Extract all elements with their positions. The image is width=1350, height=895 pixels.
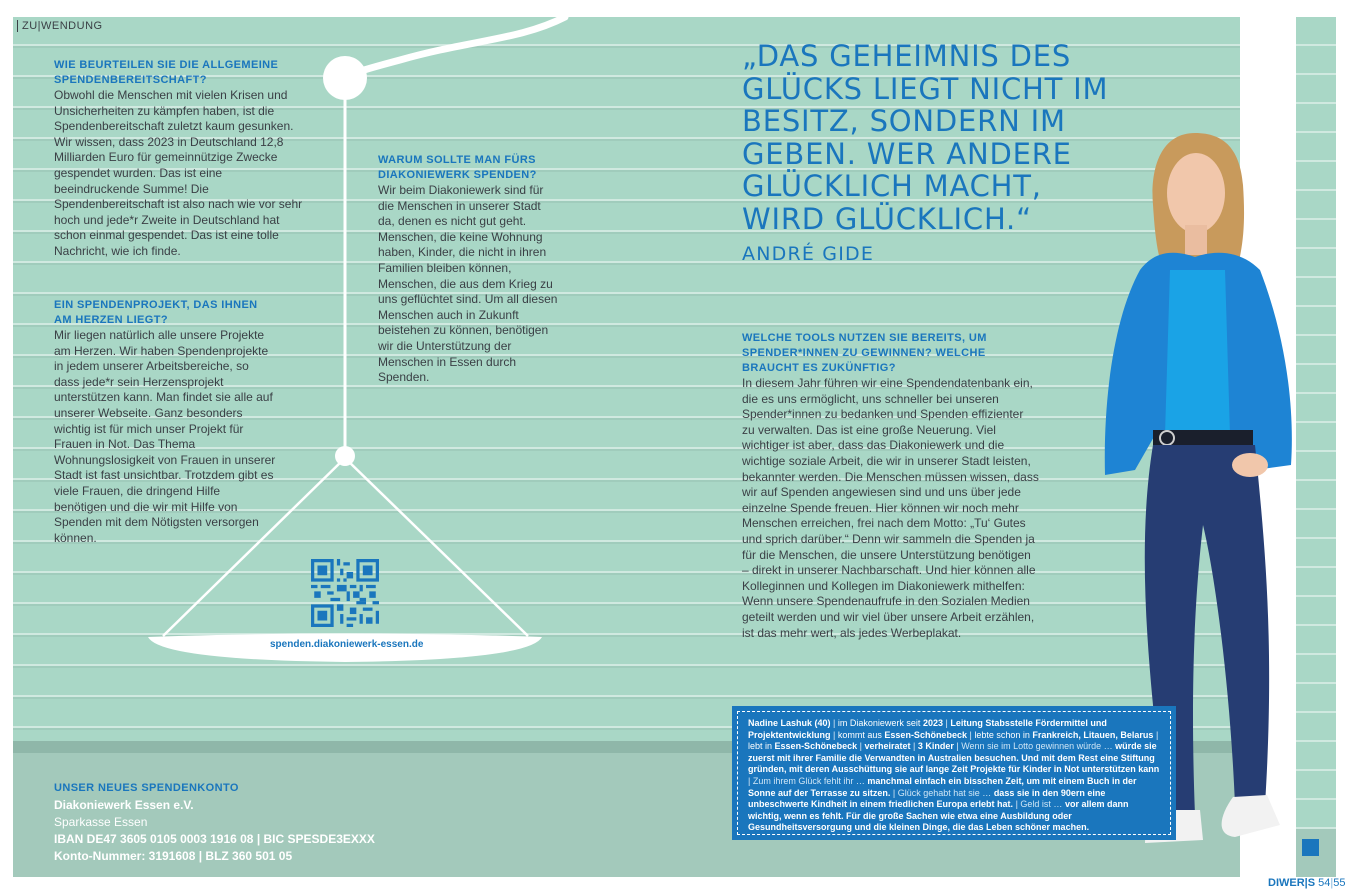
profile-lotto-question: Wenn sie im Lotto gewinnen würde … <box>961 741 1113 752</box>
question-4-answer: In diesem Jahr führen wir eine Spendendatenbank ein, die es uns ermöglicht, uns schneller bei unseren Spender*innen zu bedanken und Spenden effizienter zu verwalten. Das ist eine große Neuerung. Viel wichtiger ist aber, dass das Diakoniewerk und die wichtige soziale Arbeit, die wir in unserer Stadt leisten, bekannter werden. Die Menschen müssen wissen, dass wir auf Spenden angewiesen sind und uns über jede einzelne Spende freuen. Hier können wir noch mehr Menschen erreichen, frei nach dem Motto: „Tu‘ Gutes und sprich darüber.“ Denn wir sammeln die Spenden ja für die Menschen, die unsere Unterstützung benötigen – direkt in unserer Nachbarschaft. Und hier können alle Kolleginnen und Kollegen im Diakoniewerk mithelfen: Wenn unsere Spendenaufrufe in den Sozialen Medien geteilt werden und wir viel über unsere Arbeit erzählen, ist das mehr wert, als jedes Werbeplakat. <box>742 376 1039 640</box>
profile-from-label: kommt aus <box>837 729 882 740</box>
profile-luck-question: Glück gehabt hat sie … <box>897 787 992 798</box>
belt <box>1153 430 1253 446</box>
section-tag: ZU|WENDUNG <box>17 20 103 32</box>
top <box>1165 270 1230 435</box>
profile-box <box>732 706 1176 840</box>
question-1-heading: WIE BEURTEILEN SIE DIE ALLGEMEINE SPENDENBEREITSCHAFT? <box>54 59 279 86</box>
quote-author: ANDRÉ GIDE <box>742 243 875 265</box>
account-heading: UNSER NEUES SPENDENKONTO <box>54 782 239 794</box>
profile-money-answer: vor allem dann wichtig, wenn es fehlt. Für die große Sachen wie etwa eine Ausbildung oder Gesundheitsversorgung und die kleinen Dinge, die das Leben schöner machen. <box>748 799 1129 833</box>
account-iban: IBAN DE47 3605 0105 0003 1916 08 | BIC SPESDE3EXXX <box>54 832 375 846</box>
profile-role: Leitung Stabsstelle Fördermittel und Projektentwicklung <box>748 718 1107 740</box>
profile-lotto-answer: würde sie zuerst mit ihrer Familie die Verwandten in Australien besuchen. Und mit dem Rest eine Stiftung gründen, mit deren Ausschüttung sie auf lange Zeit Projekte für Kinder in Not unterstützen kann <box>748 741 1160 775</box>
magazine-brand: DIWER|S <box>1268 877 1316 889</box>
profile-kids: 3 Kinder <box>917 741 954 752</box>
profile-lived-label: lebte schon in <box>974 729 1030 740</box>
profile-lives: Essen-Schönebeck <box>774 741 858 752</box>
account-bank: Sparkasse Essen <box>54 815 148 829</box>
page-marker <box>1302 839 1319 856</box>
question-3-answer: Wir beim Diakoniewerk sind für die Menschen in unserer Stadt da, denen es nicht gut geht. Menschen, die keine Wohnung haben, Kinder, die nicht in ihren Familien bleiben können, Menschen, die aus dem Krieg zu uns geflüchtet sind. Um all diesen Menschen auch in Zukunft beistehen zu können, benötigen wir die Unterstützung der Menschen in Essen durch Spenden. <box>378 183 558 385</box>
lamp-joint <box>335 446 355 466</box>
profile-luck-answer: dass sie in den 90ern eine unbeschwerte Kindheit in einem friedlichen Europa erlebt hat. <box>748 787 1106 810</box>
profile-text: Nadine Lashuk (40) | im Diakoniewerk seit 2023 | Leitung Stabsstelle Fördermittel und Projektentwicklung | kommt aus Essen-Schönebeck | lebte schon in Frankreich, Litauen, Belarus | lebt in Essen-Schönebeck | verheiratet | 3 Kinder | Wenn sie im Lotto gewinnen würde … würde sie zuerst mit ihrer Familie die Verwandten in Australien besuchen. Und mit dem Rest eine Stiftung gründen, mit deren Ausschüttung sie auf lange Zeit Projekte für Kinder in Not unterstützen kann | Zum ihrem Glück fehlt ihr … manchmal einfach ein bisschen Zeit, um mit einem Buch in der Sonne auf der Terrasse zu sitzen. | Glück gehabt hat sie … dass sie in den 90ern eine unbeschwerte Kindheit in einem friedlichen Europa erlebt hat. | Geld ist … vor allem dann wichtig, wenn es fehlt. Für die große Sachen wie etwa eine Ausbildung oder Gesundheitsversorgung und die kleinen Dinge, die das Leben schöner machen. <box>748 718 1160 833</box>
profile-status: verheiratet <box>864 741 911 752</box>
donation-url[interactable]: spenden.diakoniewerk-essen.de <box>270 639 424 650</box>
profile-lives-label: lebt in <box>748 741 773 752</box>
question-4 <box>742 331 1039 641</box>
donation-account <box>54 780 375 865</box>
profile-happy-question: Zum ihrem Glück fehlt ihr … <box>752 775 865 786</box>
neck <box>1185 225 1207 255</box>
shoe-right <box>1222 795 1280 837</box>
profile-name: Nadine Lashuk (40) <box>748 718 831 728</box>
profile-from: Essen-Schönebeck <box>884 729 967 740</box>
account-holder: Diakoniewerk Essen e.V. <box>54 798 194 812</box>
question-2 <box>54 298 276 546</box>
question-3 <box>378 153 558 386</box>
question-4-heading: WELCHE TOOLS NUTZEN SIE BEREITS, UM SPENDER*INNEN ZU GEWINNEN? WELCHE BRAUCHT ES ZUKÜNFTIG? <box>742 332 987 374</box>
profile-money-question: Geld ist … <box>1020 799 1063 810</box>
lamp-cable-curve <box>345 17 565 78</box>
question-2-answer: Mir liegen natürlich alle unsere Projekte am Herzen. Wir haben Spendenprojekte in jedem unserer Arbeitsbereiche, so dass jede*r sein Herzensprojekt unterstützen kann. Man findet sie alle auf unserer Webseite. Ganz besonders wichtig ist für mich unser Projekt für Frauen in Not. Das Thema Wohnungslosigkeit von Frauen in unserer Stadt ist fast unsichtbar. Trotzdem gibt es viele Frauen, die dringend Hilfe benötigen und die wir mit Hilfe von Spenden mit dem Nötigsten versorgen können. <box>54 328 276 545</box>
profile-happy-answer: manchmal einfach ein bisschen Zeit, um mit einem Buch in der Sonne auf der Terrasse zu sitzen. <box>748 775 1137 798</box>
page-left: 54 <box>1318 877 1331 889</box>
question-1-answer: Obwohl die Menschen mit vielen Krisen und Unsicherheiten zu kämpfen haben, ist die Spendenbereitschaft zuletzt kaum gesunken. Wir wissen, dass 2023 in Deutschland 12,8 Milliarden Euro für gemeinnützige Zwecke gespendet wurden. Das ist eine beeindruckende Summe! Die Spendenbereitschaft ist also nach wie vor sehr hoch und jede*r Zweite in Deutschland hat schon einmal gespendet. Das ist eine tolle Nachricht, wie ich finde. <box>54 88 303 258</box>
page-numbers: DIWER|S 54|55 <box>1268 877 1346 889</box>
page-right: 55 <box>1333 877 1346 889</box>
hand-right <box>1232 453 1268 477</box>
lamp-top-knob <box>323 56 367 100</box>
face <box>1167 153 1225 233</box>
question-2-heading: EIN SPENDENPROJEKT, DAS IHNEN AM HERZEN LIEGT? <box>54 299 258 326</box>
qr-code <box>311 559 379 627</box>
question-1 <box>54 58 306 260</box>
profile-since-label: im Diakoniewerk seit <box>837 718 921 728</box>
question-3-heading: WARUM SOLLTE MAN FÜRS DIAKONIEWERK SPENDEN? <box>378 154 537 181</box>
profile-since: 2023 <box>922 718 943 728</box>
profile-lived: Frankreich, Litauen, Belarus <box>1032 729 1154 740</box>
pull-quote: „DAS GEHEIMNIS DES GLÜCKS LIEGT NICHT IM BESITZ, SONDERN IM GEBEN. WER ANDERE GLÜCKLICH MACHT, WIRD GLÜCKLICH.“ <box>742 39 1109 236</box>
account-number: Konto-Nummer: 3191608 | BLZ 360 501 05 <box>54 849 293 863</box>
